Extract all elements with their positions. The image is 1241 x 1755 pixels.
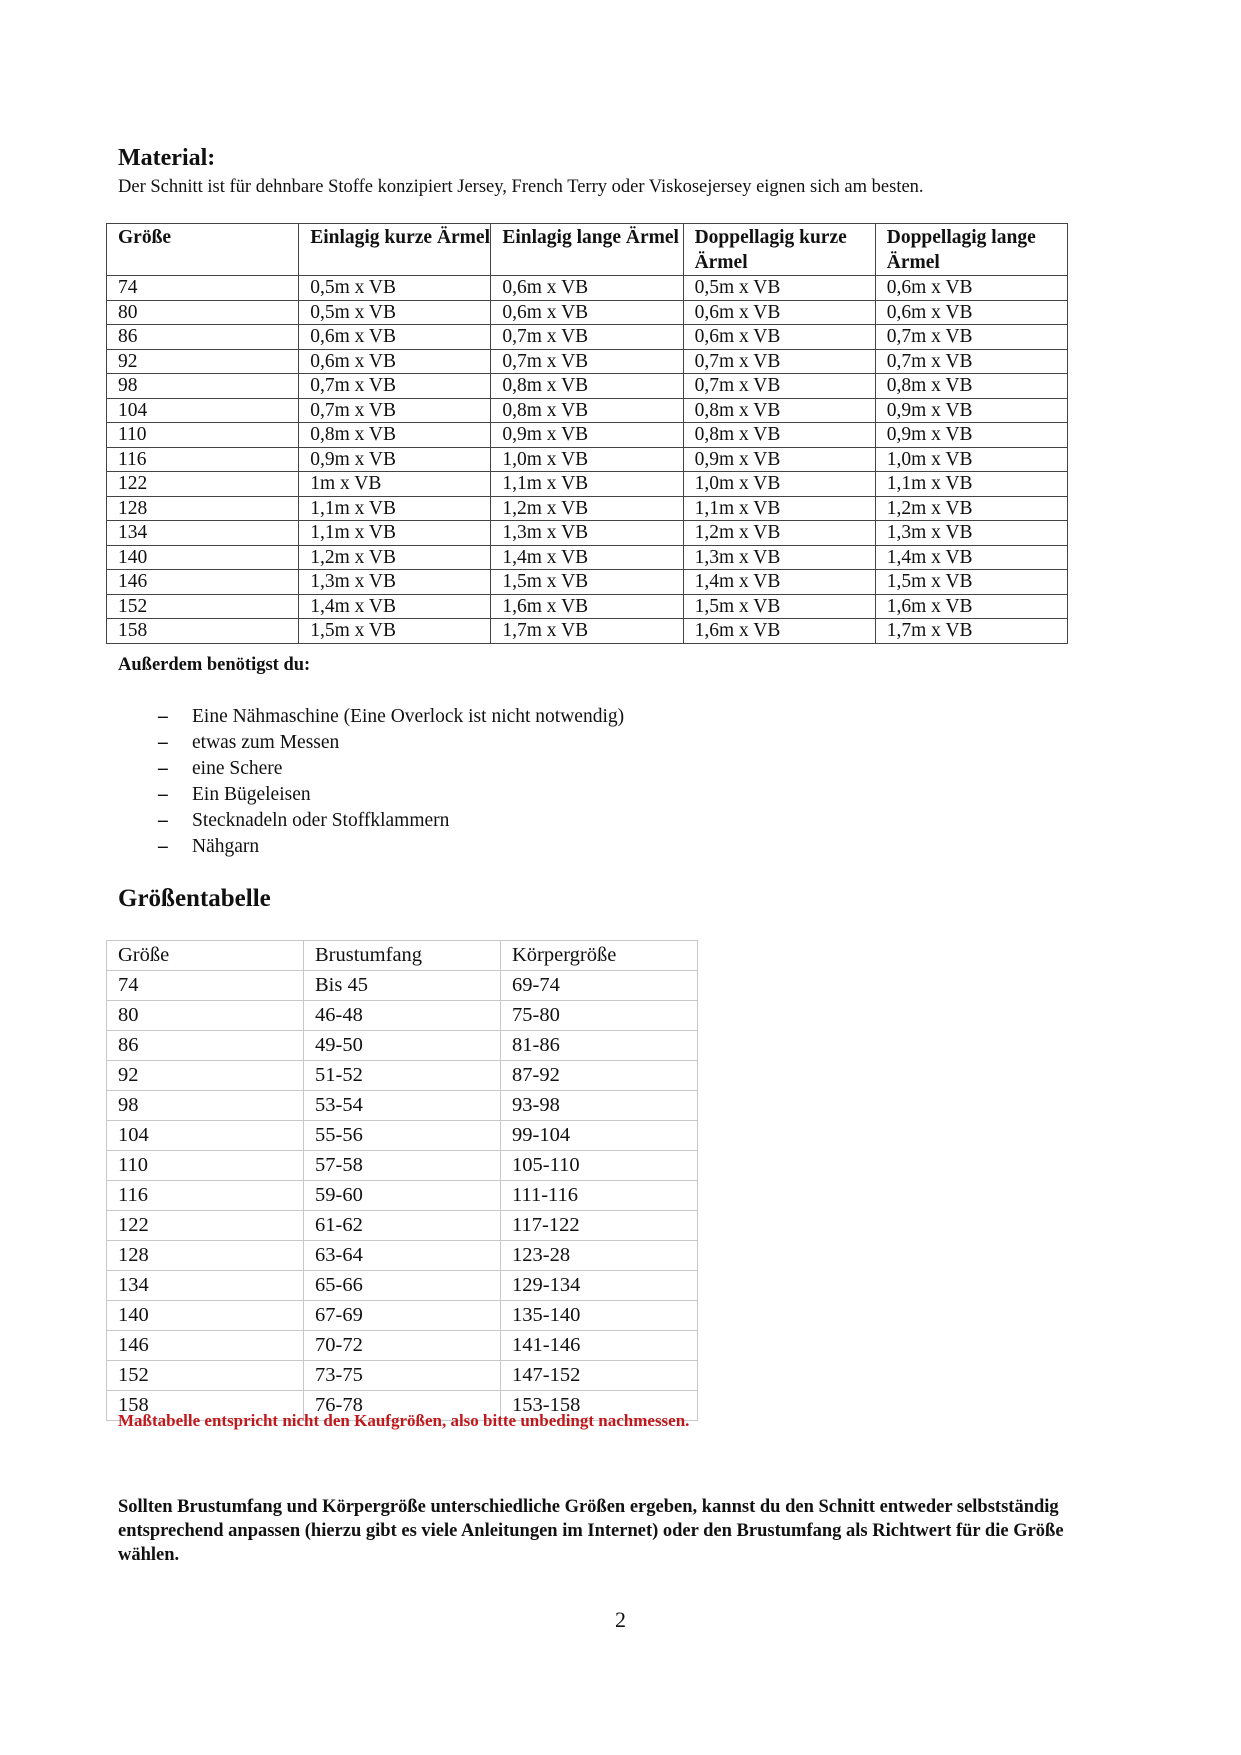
table-cell: 0,9m x VB <box>491 423 683 448</box>
table-cell: 0,6m x VB <box>875 276 1067 301</box>
size-note: Sollten Brustumfang und Körpergröße unterschiedliche Größen ergeben, kannst du den Schnitt entweder selbstständig entsprechend anpassen (hierzu gibt es viele Anleitungen im Internet) oder den Brustumfang als Richtwert für die Größe wählen. <box>118 1497 1064 1565</box>
table-cell: 59-60 <box>304 1181 501 1211</box>
table-cell: 146 <box>107 570 299 595</box>
table-cell: 1,7m x VB <box>875 619 1067 644</box>
table-cell: 0,7m x VB <box>491 349 683 374</box>
table-cell: 76-78 <box>304 1391 501 1421</box>
fabric-requirements-table <box>106 223 1068 644</box>
table-cell: 104 <box>107 1121 304 1151</box>
table-cell: 1,1m x VB <box>491 472 683 497</box>
table-row <box>107 1361 698 1391</box>
table-cell: 128 <box>107 496 299 521</box>
size-table <box>106 940 698 1421</box>
table-cell: 46-48 <box>304 1001 501 1031</box>
table-cell: 117-122 <box>501 1211 698 1241</box>
table-cell: 1,2m x VB <box>683 521 875 546</box>
table-cell: 1,3m x VB <box>299 570 491 595</box>
table-cell: 99-104 <box>501 1121 698 1151</box>
table-cell: 69-74 <box>501 971 698 1001</box>
table-cell: 158 <box>107 1391 304 1421</box>
table-cell: 53-54 <box>304 1091 501 1121</box>
column-header: Körpergröße <box>501 941 698 971</box>
table-cell: 0,8m x VB <box>875 374 1067 399</box>
table-row <box>107 570 1068 595</box>
table-cell: 1,5m x VB <box>683 594 875 619</box>
supplies-list <box>158 704 624 860</box>
table-cell: 67-69 <box>304 1301 501 1331</box>
table-row <box>107 521 1068 546</box>
table-row <box>107 300 1068 325</box>
table-row <box>107 1271 698 1301</box>
table-cell: 0,7m x VB <box>683 349 875 374</box>
table-cell: 75-80 <box>501 1001 698 1031</box>
table-cell: 49-50 <box>304 1031 501 1061</box>
table-row <box>107 1301 698 1331</box>
table-cell: 0,7m x VB <box>299 398 491 423</box>
table-cell: 57-58 <box>304 1151 501 1181</box>
table-cell: 61-62 <box>304 1211 501 1241</box>
dash-bullet-icon: – <box>158 706 168 727</box>
table-cell: 74 <box>107 971 304 1001</box>
table-cell: 147-152 <box>501 1361 698 1391</box>
table-cell: 0,8m x VB <box>491 374 683 399</box>
column-header: Einlagig kurze Ärmel <box>299 224 491 276</box>
dash-bullet-icon: – <box>158 758 168 779</box>
table-row <box>107 423 1068 448</box>
table-row <box>107 349 1068 374</box>
table-cell: 1,5m x VB <box>299 619 491 644</box>
table-cell: 73-75 <box>304 1361 501 1391</box>
table-cell: 74 <box>107 276 299 301</box>
table-row <box>107 1241 698 1271</box>
table-cell: 0,5m x VB <box>299 300 491 325</box>
table-cell: 1,6m x VB <box>491 594 683 619</box>
table-cell: 0,6m x VB <box>491 300 683 325</box>
table-cell: 0,6m x VB <box>683 325 875 350</box>
table-cell: 0,6m x VB <box>491 276 683 301</box>
table-cell: 86 <box>107 1031 304 1061</box>
table-cell: 152 <box>107 594 299 619</box>
table-row <box>107 1121 698 1151</box>
list-item: – Ein Bügeleisen <box>158 782 624 808</box>
table-cell: 98 <box>107 374 299 399</box>
table-cell: 0,9m x VB <box>299 447 491 472</box>
table-cell: 63-64 <box>304 1241 501 1271</box>
table-cell: 1,3m x VB <box>875 521 1067 546</box>
table-cell: 1,1m x VB <box>299 521 491 546</box>
table-cell: 1,1m x VB <box>683 496 875 521</box>
table-row <box>107 1181 698 1211</box>
measurement-warning: Maßtabelle entspricht nicht den Kaufgrößen, also bitte unbedingt nachmessen. <box>118 1411 690 1430</box>
table-row <box>107 276 1068 301</box>
table-row <box>107 971 698 1001</box>
table-cell: 152 <box>107 1361 304 1391</box>
table-cell: 122 <box>107 472 299 497</box>
table-cell: 1m x VB <box>299 472 491 497</box>
table-row <box>107 1061 698 1091</box>
material-heading: Material: <box>118 145 216 171</box>
table-cell: 0,7m x VB <box>683 374 875 399</box>
table-cell: 98 <box>107 1091 304 1121</box>
table-cell: 70-72 <box>304 1331 501 1361</box>
table-row <box>107 472 1068 497</box>
table-cell: 0,6m x VB <box>299 349 491 374</box>
table-cell: 1,2m x VB <box>491 496 683 521</box>
column-header: Brustumfang <box>304 941 501 971</box>
table-cell: 1,4m x VB <box>299 594 491 619</box>
dash-bullet-icon: – <box>158 836 168 857</box>
column-header: Einlagig lange Ärmel <box>491 224 683 276</box>
table-row <box>107 496 1068 521</box>
table-row <box>107 1031 698 1061</box>
table-row <box>107 1151 698 1181</box>
page-number: 2 <box>615 1607 626 1632</box>
table-cell: 1,2m x VB <box>875 496 1067 521</box>
table-cell: 1,2m x VB <box>299 545 491 570</box>
table-cell: 105-110 <box>501 1151 698 1181</box>
table-cell: Bis 45 <box>304 971 501 1001</box>
material-intro: Der Schnitt ist für dehnbare Stoffe konzipiert Jersey, French Terry oder Viskosejersey eignen sich am besten. <box>118 177 924 197</box>
table-cell: 1,4m x VB <box>491 545 683 570</box>
table-cell: 0,6m x VB <box>875 300 1067 325</box>
table-cell: 1,3m x VB <box>491 521 683 546</box>
table-cell: 65-66 <box>304 1271 501 1301</box>
table-cell: 1,6m x VB <box>683 619 875 644</box>
table-cell: 104 <box>107 398 299 423</box>
list-item: – Nähgarn <box>158 834 624 860</box>
table-cell: 81-86 <box>501 1031 698 1061</box>
table-cell: 93-98 <box>501 1091 698 1121</box>
table-cell: 0,6m x VB <box>683 300 875 325</box>
column-header: Größe <box>107 941 304 971</box>
table-row <box>107 374 1068 399</box>
table-cell: 1,3m x VB <box>683 545 875 570</box>
table-cell: 1,4m x VB <box>875 545 1067 570</box>
table-header-row <box>107 941 698 971</box>
table-cell: 123-28 <box>501 1241 698 1271</box>
table-header-row <box>107 224 1068 276</box>
table-row <box>107 1091 698 1121</box>
table-cell: 0,8m x VB <box>299 423 491 448</box>
table-cell: 1,0m x VB <box>875 447 1067 472</box>
table-cell: 87-92 <box>501 1061 698 1091</box>
table-cell: 0,8m x VB <box>683 398 875 423</box>
table-cell: 0,5m x VB <box>299 276 491 301</box>
table-cell: 51-52 <box>304 1061 501 1091</box>
table-cell: 1,0m x VB <box>491 447 683 472</box>
table-cell: 0,7m x VB <box>875 325 1067 350</box>
column-header: Größe <box>107 224 299 276</box>
table-row <box>107 398 1068 423</box>
table-cell: 0,7m x VB <box>491 325 683 350</box>
table-cell: 86 <box>107 325 299 350</box>
table-cell: 0,9m x VB <box>875 423 1067 448</box>
table-cell: 1,5m x VB <box>875 570 1067 595</box>
table-cell: 110 <box>107 1151 304 1181</box>
table-cell: 128 <box>107 1241 304 1271</box>
supplies-heading: Außerdem benötigst du: <box>118 655 311 675</box>
table-cell: 1,4m x VB <box>683 570 875 595</box>
table-row <box>107 619 1068 644</box>
table-cell: 55-56 <box>304 1121 501 1151</box>
table-cell: 110 <box>107 423 299 448</box>
table-cell: 140 <box>107 1301 304 1331</box>
table-cell: 80 <box>107 300 299 325</box>
table-cell: 0,7m x VB <box>875 349 1067 374</box>
table-row <box>107 1211 698 1241</box>
table-cell: 146 <box>107 1331 304 1361</box>
table-row <box>107 325 1068 350</box>
table-cell: 153-158 <box>501 1391 698 1421</box>
table-cell: 1,7m x VB <box>491 619 683 644</box>
table-cell: 1,1m x VB <box>299 496 491 521</box>
table-cell: 1,0m x VB <box>683 472 875 497</box>
table-cell: 116 <box>107 447 299 472</box>
dash-bullet-icon: – <box>158 784 168 805</box>
table-cell: 1,6m x VB <box>875 594 1067 619</box>
table-cell: 141-146 <box>501 1331 698 1361</box>
dash-bullet-icon: – <box>158 810 168 831</box>
size-table-heading: Größentabelle <box>118 885 271 912</box>
list-item: – Eine Nähmaschine (Eine Overlock ist nicht notwendig) <box>158 704 624 730</box>
table-cell: 134 <box>107 1271 304 1301</box>
table-row <box>107 1331 698 1361</box>
table-cell: 111-116 <box>501 1181 698 1211</box>
table-cell: 92 <box>107 349 299 374</box>
list-item: – etwas zum Messen <box>158 730 624 756</box>
table-row <box>107 1001 698 1031</box>
column-header: Doppellagig kurze Ärmel <box>683 224 875 276</box>
dash-bullet-icon: – <box>158 732 168 753</box>
list-item: – eine Schere <box>158 756 624 782</box>
table-cell: 129-134 <box>501 1271 698 1301</box>
table-row <box>107 545 1068 570</box>
table-cell: 135-140 <box>501 1301 698 1331</box>
table-cell: 0,7m x VB <box>299 374 491 399</box>
table-cell: 1,5m x VB <box>491 570 683 595</box>
table-cell: 122 <box>107 1211 304 1241</box>
column-header: Doppellagig lange Ärmel <box>875 224 1067 276</box>
table-cell: 1,1m x VB <box>875 472 1067 497</box>
table-cell: 0,9m x VB <box>875 398 1067 423</box>
table-row <box>107 594 1068 619</box>
table-cell: 0,8m x VB <box>491 398 683 423</box>
table-cell: 158 <box>107 619 299 644</box>
table-cell: 92 <box>107 1061 304 1091</box>
list-item: – Stecknadeln oder Stoffklammern <box>158 808 624 834</box>
table-cell: 134 <box>107 521 299 546</box>
table-row <box>107 447 1068 472</box>
table-cell: 116 <box>107 1181 304 1211</box>
table-cell: 0,8m x VB <box>683 423 875 448</box>
table-cell: 140 <box>107 545 299 570</box>
table-cell: 0,9m x VB <box>683 447 875 472</box>
table-cell: 0,6m x VB <box>299 325 491 350</box>
table-cell: 80 <box>107 1001 304 1031</box>
table-cell: 0,5m x VB <box>683 276 875 301</box>
